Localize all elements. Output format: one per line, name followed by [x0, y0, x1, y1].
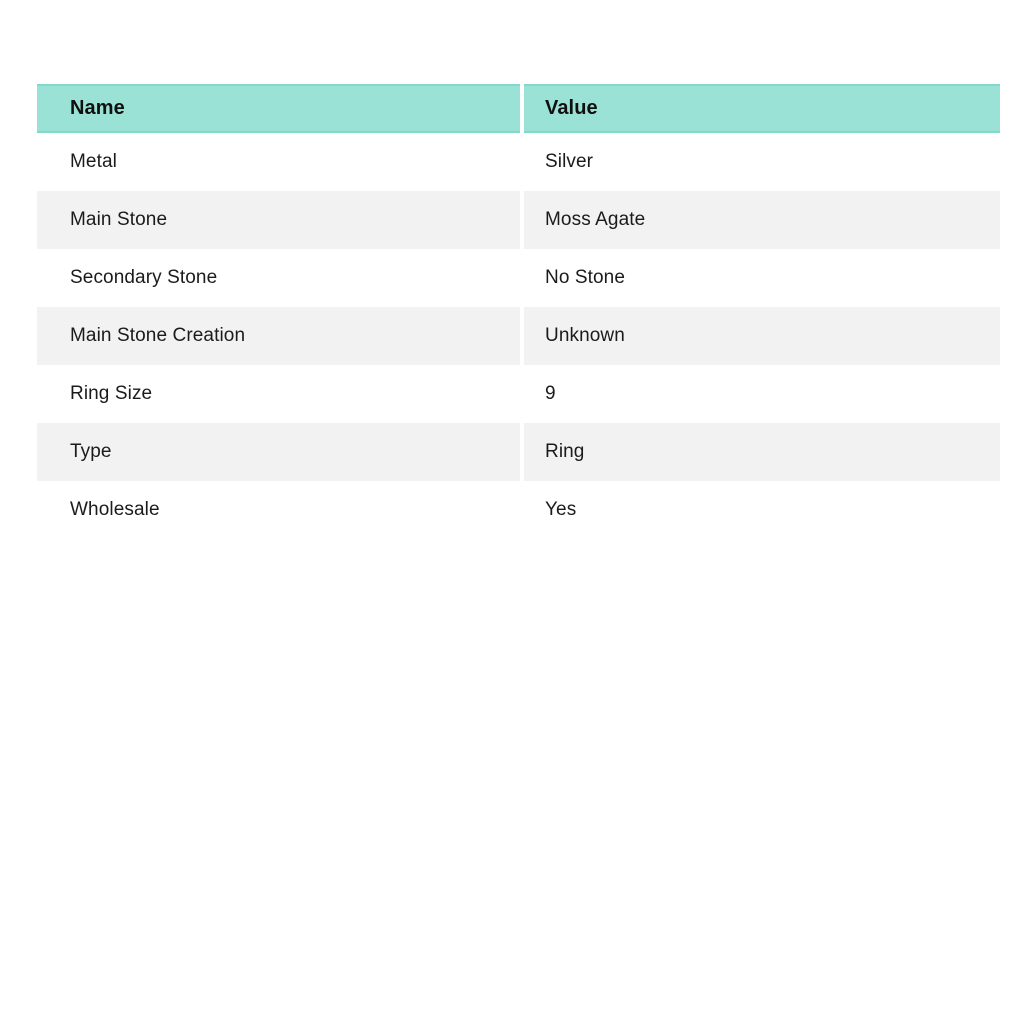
table-row	[37, 481, 1000, 539]
row-name-cell: Ring Size	[37, 365, 520, 423]
row-value-cell: Moss Agate	[524, 191, 1000, 249]
table-row	[37, 191, 1000, 249]
header-cell-name: Name	[37, 84, 520, 133]
header-cell-value: Value	[524, 84, 1000, 133]
row-value-cell: Unknown	[524, 307, 1000, 365]
table-header-row	[37, 84, 1000, 133]
table-row	[37, 423, 1000, 481]
table-row	[37, 365, 1000, 423]
spec-table	[37, 84, 1000, 539]
row-name-cell: Main Stone	[37, 191, 520, 249]
table-row	[37, 249, 1000, 307]
row-name-cell: Wholesale	[37, 481, 520, 539]
row-name-cell: Secondary Stone	[37, 249, 520, 307]
row-name-cell: Metal	[37, 133, 520, 191]
table-row	[37, 133, 1000, 191]
row-value-cell: Ring	[524, 423, 1000, 481]
row-value-cell: Silver	[524, 133, 1000, 191]
row-value-cell: 9	[524, 365, 1000, 423]
row-name-cell: Type	[37, 423, 520, 481]
row-name-cell: Main Stone Creation	[37, 307, 520, 365]
row-value-cell: No Stone	[524, 249, 1000, 307]
row-value-cell: Yes	[524, 481, 1000, 539]
table-row	[37, 307, 1000, 365]
